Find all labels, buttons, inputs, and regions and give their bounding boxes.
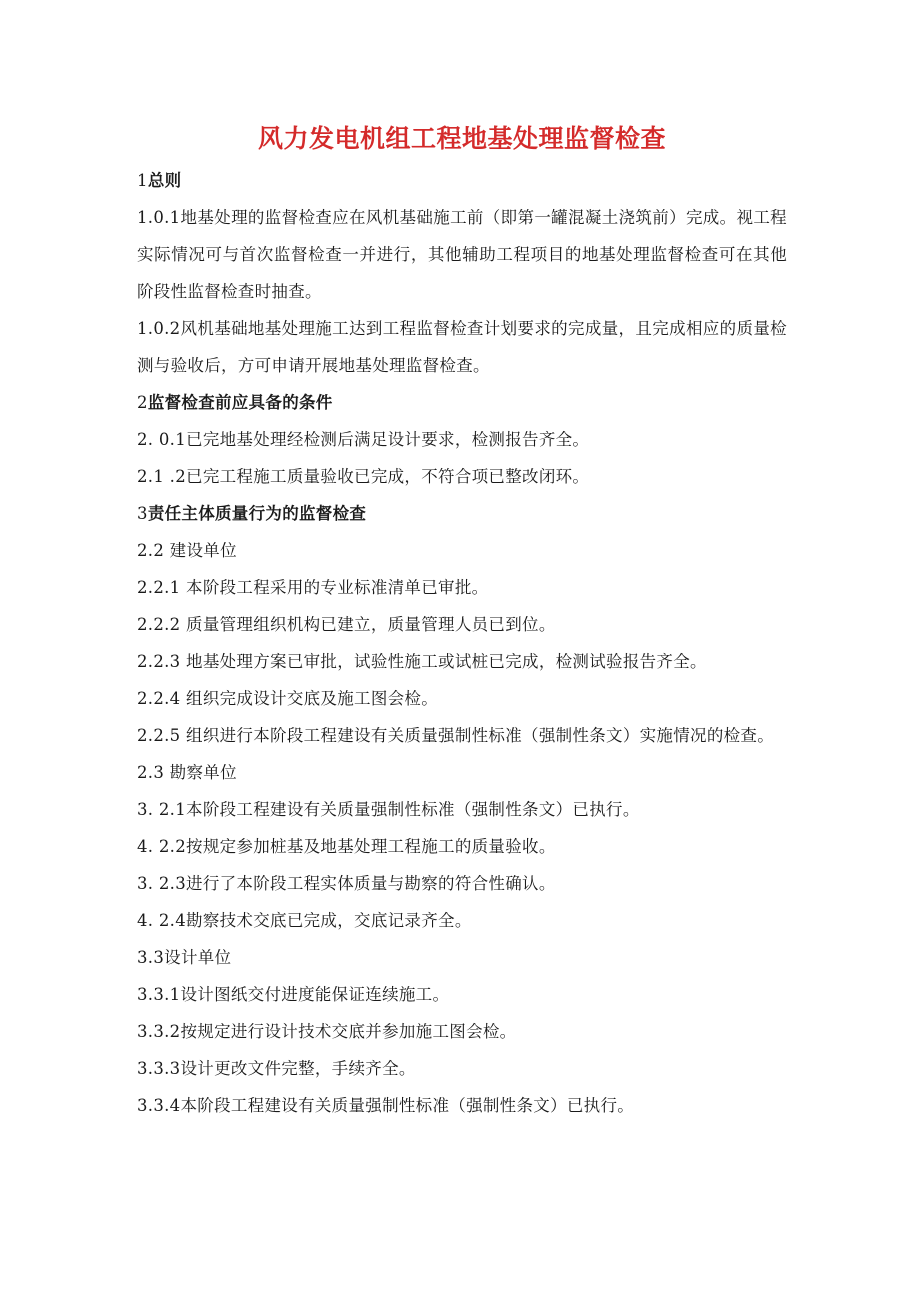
subsection-2-2: 2.2 建设单位 bbox=[137, 541, 237, 560]
section-label: 监督检查前应具备的条件 bbox=[147, 393, 333, 412]
clause-2-2-1: 2.2.1 本阶段工程采用的专业标准清单已审批。 bbox=[137, 578, 489, 597]
clause-2-2-4: 2.2.4 组织完成设计交底及施工图会检。 bbox=[137, 689, 439, 708]
clause-2-2-5: 2.2.5 组织进行本阶段工程建设有关质量强制性标准（强制性条文）实施情况的检查。 bbox=[137, 726, 775, 745]
section-number: 3 bbox=[137, 504, 148, 523]
clause-3-2-3: 3. 2.3进行了本阶段工程实体质量与勘察的符合性确认。 bbox=[137, 874, 556, 893]
subsection-2-3: 2.3 勘察单位 bbox=[137, 763, 237, 782]
section-label: 责任主体质量行为的监督检查 bbox=[147, 504, 367, 523]
clause-4-2-2: 4. 2.2按规定参加桩基及地基处理工程施工的质量验收。 bbox=[137, 837, 556, 856]
section-heading-3 bbox=[137, 495, 787, 532]
clause-3-2-1: 3. 2.1本阶段工程建设有关质量强制性标准（强制性条文）已执行。 bbox=[137, 800, 640, 819]
clause-2-1-2: 2.1 .2已完工程施工质量验收已完成，不符合项已整改闭环。 bbox=[137, 467, 590, 486]
clause-2-0-1: 2. 0.1已完地基处理经检测后满足设计要求，检测报告齐全。 bbox=[137, 430, 590, 449]
paragraph-1-0-2: 1.0.2风机基础地基处理施工达到工程监督检查计划要求的完成量，且完成相应的质量检测与验收后，方可申请开展地基处理监督检查。 bbox=[137, 319, 787, 375]
section-number: 1 bbox=[137, 171, 148, 190]
clause-4-2-4: 4. 2.4勘察技术交底已完成，交底记录齐全。 bbox=[137, 911, 472, 930]
document-page bbox=[137, 118, 787, 1124]
subsection-3-3: 3.3设计单位 bbox=[137, 948, 232, 967]
document-title: 风力发电机组工程地基处理监督检查 bbox=[257, 124, 666, 153]
clause-3-3-4: 3.3.4本阶段工程建设有关质量强制性标准（强制性条文）已执行。 bbox=[137, 1096, 635, 1115]
clause-2-2-3: 2.2.3 地基处理方案已审批，试验性施工或试桩已完成，检测试验报告齐全。 bbox=[137, 652, 707, 671]
clause-3-3-2: 3.3.2按规定进行设计技术交底并参加施工图会检。 bbox=[137, 1022, 517, 1041]
clause-3-3-3: 3.3.3设计更改文件完整，手续齐全。 bbox=[137, 1059, 416, 1078]
section-heading-1 bbox=[137, 162, 787, 199]
section-label: 总则 bbox=[147, 171, 182, 190]
section-heading-2 bbox=[137, 384, 787, 421]
clause-2-2-2: 2.2.2 质量管理组织机构已建立，质量管理人员已到位。 bbox=[137, 615, 556, 634]
section-number: 2 bbox=[137, 393, 148, 412]
clause-3-3-1: 3.3.1设计图纸交付进度能保证连续施工。 bbox=[137, 985, 450, 1004]
paragraph-1-0-1: 1.0.1地基处理的监督检查应在风机基础施工前（即第一罐混凝土浇筑前）完成。视工程实际情况可与首次监督检查一并进行，其他辅助工程项目的地基处理监督检查可在其他阶段性监督检查时抽查。 bbox=[137, 208, 787, 301]
